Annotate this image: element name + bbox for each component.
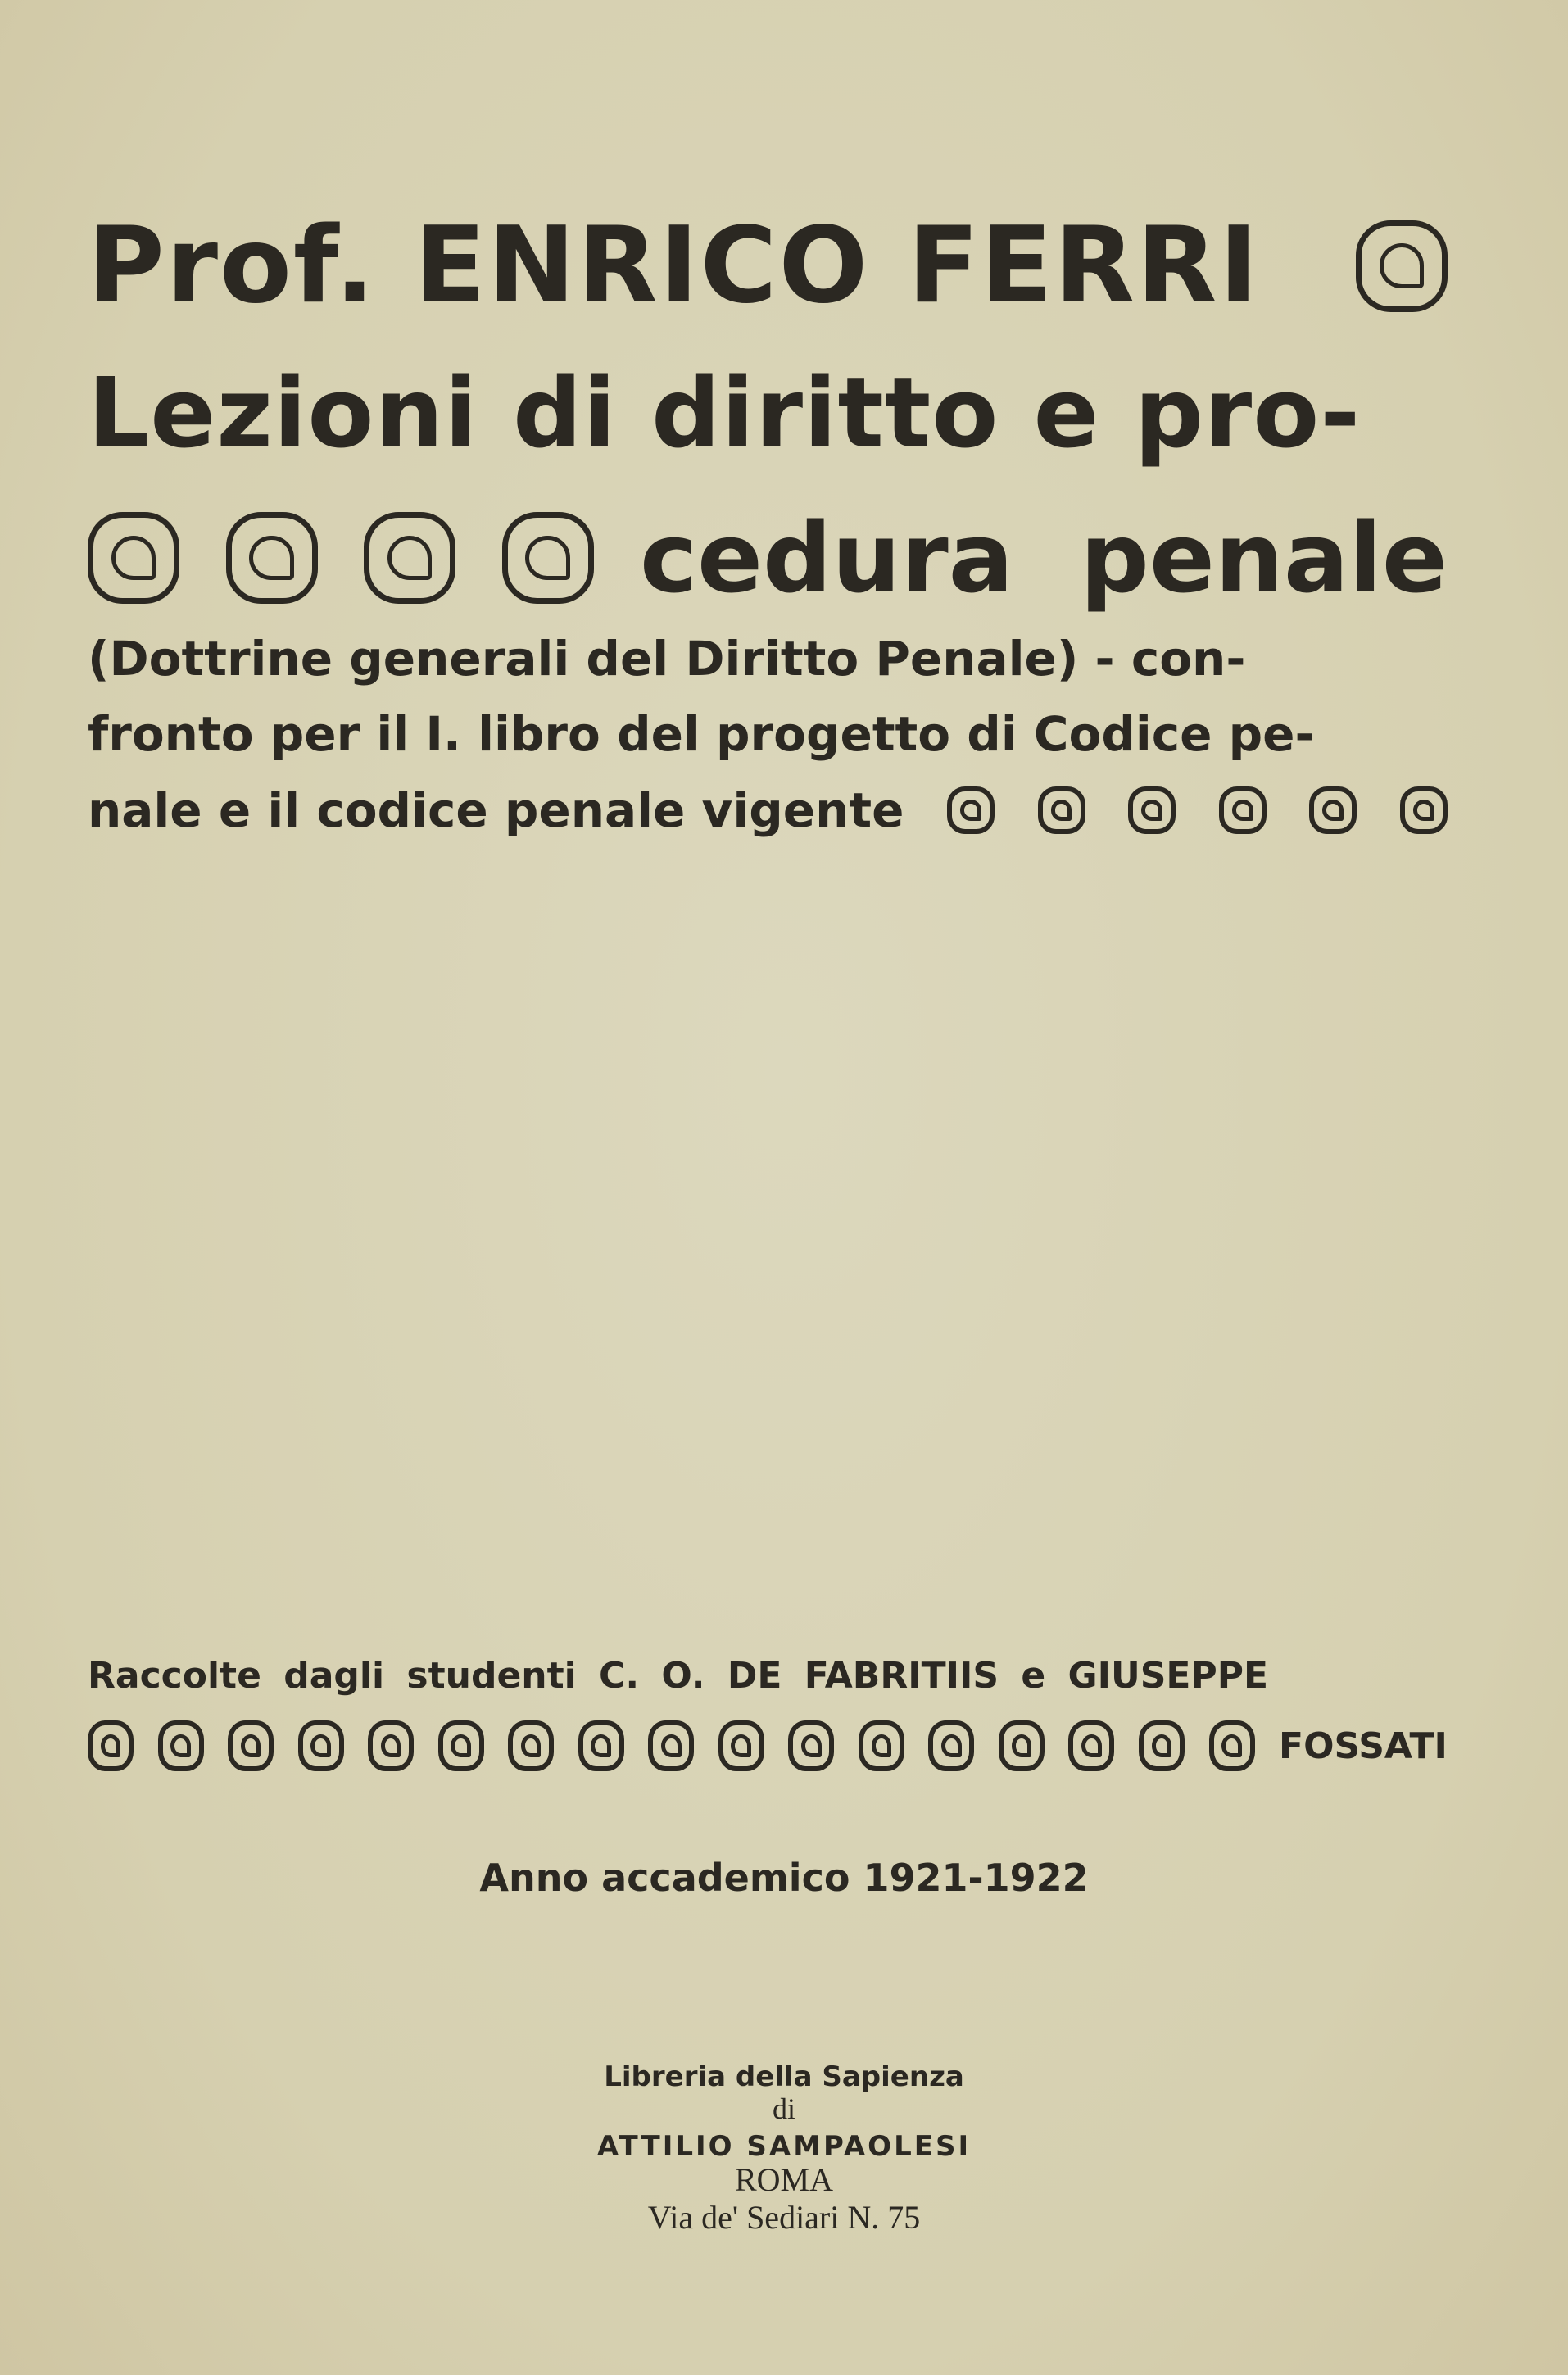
ornament-icon: [364, 512, 455, 604]
ornament-icon: [502, 512, 594, 604]
ornament-icon: [1209, 1720, 1255, 1771]
ornament-icon: [88, 1720, 134, 1771]
ornament-icon: [947, 786, 995, 834]
subtitle-line-1: [88, 631, 1448, 687]
ornament-icon: [438, 1720, 484, 1771]
ornament-icon: [1128, 786, 1176, 834]
ornament-icon: [88, 512, 179, 604]
ornament-icon: [1139, 1720, 1185, 1771]
ornament-icon: [1400, 786, 1448, 834]
ornament-icon: [226, 512, 318, 604]
editors-line-2: [88, 1720, 1448, 1771]
title-text: cedura penale: [640, 501, 1448, 614]
subtitle-text: nale e il codice penale vigente: [88, 782, 904, 838]
ornament-icon: [999, 1720, 1045, 1771]
editors-text: Raccolte dagli studenti C. O. DE FABRITIIS e GIUSEPPE: [88, 1655, 1269, 1697]
editors-text: FOSSATI: [1279, 1725, 1448, 1767]
author: Prof. ENRICO FERRI: [88, 205, 1260, 327]
ornament-icon: [298, 1720, 344, 1771]
title-text: Lezioni di diritto e pro-: [88, 356, 1362, 469]
ornament-icon: [1038, 786, 1085, 834]
ornament-icon: [788, 1720, 834, 1771]
title-line-2: [88, 356, 1448, 469]
publisher-owner: ATTILIO SAMPAOLESI: [596, 2130, 972, 2163]
ornament-icon: [648, 1720, 694, 1771]
ornament-icon: [578, 1720, 624, 1771]
ornament-icon: [718, 1720, 764, 1771]
ornament-icon: [1219, 786, 1267, 834]
ornament-icon: [1356, 220, 1448, 312]
ornament-icon: [228, 1720, 274, 1771]
publisher-name: Libreria della Sapienza: [604, 2060, 964, 2093]
ornament-icon: [368, 1720, 414, 1771]
ornament-icon: [508, 1720, 554, 1771]
academic-year: Anno accademico 1921-1922: [479, 1856, 1089, 1900]
ornament-icon: [1309, 786, 1357, 834]
ornament-icon: [859, 1720, 904, 1771]
author-line: [88, 205, 1448, 327]
ornament-icon: [158, 1720, 204, 1771]
publisher-di: di: [772, 2092, 795, 2125]
subtitle-line-2: [88, 706, 1448, 762]
ornament-icon: [928, 1720, 974, 1771]
ornament-icon: [1068, 1720, 1114, 1771]
editors-line-1: [88, 1655, 1448, 1697]
publisher-city: ROMA: [734, 2161, 834, 2198]
title-line-3: [88, 501, 1448, 614]
subtitle-text: (Dottrine generali del Diritto Penale) - con-: [88, 631, 1246, 687]
subtitle-text: fronto per il I. libro del progetto di Codice pe-: [88, 706, 1315, 762]
publisher-address: Via de' Sediari N. 75: [647, 2199, 921, 2236]
subtitle-line-3: [88, 782, 1448, 838]
